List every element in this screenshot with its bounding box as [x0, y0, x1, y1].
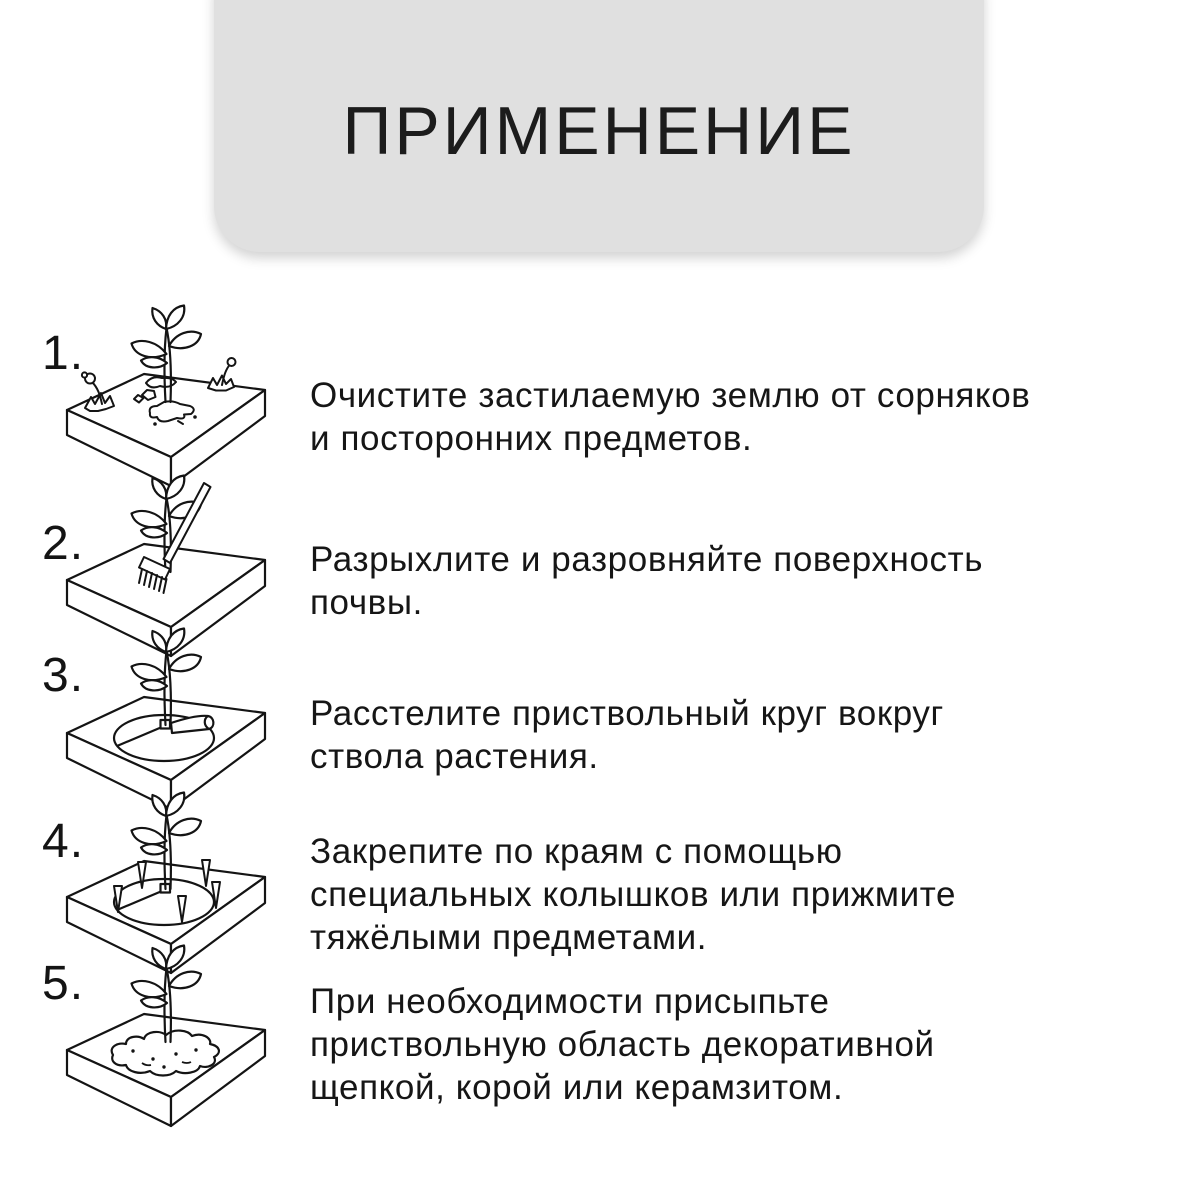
- step-3-text-line: ствола растения.: [310, 737, 599, 776]
- step-5-text: [310, 980, 935, 1109]
- step-5-text-line: щепкой, корой или керамзитом.: [310, 1068, 844, 1107]
- step-4-number: 4.: [42, 815, 85, 868]
- step-2-number: 2.: [42, 517, 85, 570]
- step-1-text-line: и посторонних предметов.: [310, 419, 753, 458]
- step-5-text-line: приствольную область декоративной: [310, 1025, 935, 1064]
- step-5-number: 5.: [42, 957, 85, 1010]
- step-3-text-line: Расстелите приствольный круг вокруг: [310, 694, 944, 733]
- step-5-text-line: При необходимости присыпьте: [310, 982, 830, 1021]
- step-2-text-line: Разрыхлите и разровняйте поверхность: [310, 540, 984, 579]
- soil-plot-decorative-mulch-icon: [58, 943, 308, 1143]
- step-1-text: [310, 374, 1031, 460]
- step-4-text-line: Закрепите по краям с помощью: [310, 832, 843, 871]
- page-title: ПРИМЕНЕНИЕ: [342, 93, 856, 169]
- step-2-text-line: почвы.: [310, 583, 423, 622]
- step-2-text: [310, 538, 983, 624]
- step-1-text-line: Очистите застилаемую землю от сорняков: [310, 376, 1031, 415]
- step-4-text-line: специальных колышков или прижмите: [310, 875, 957, 914]
- step-1-number: 1.: [42, 327, 85, 380]
- step-3-text: [310, 692, 944, 778]
- step-3-number: 3.: [42, 649, 85, 702]
- step-4-text-line: тяжёлыми предметами.: [310, 918, 708, 957]
- step-4-text: [310, 830, 956, 959]
